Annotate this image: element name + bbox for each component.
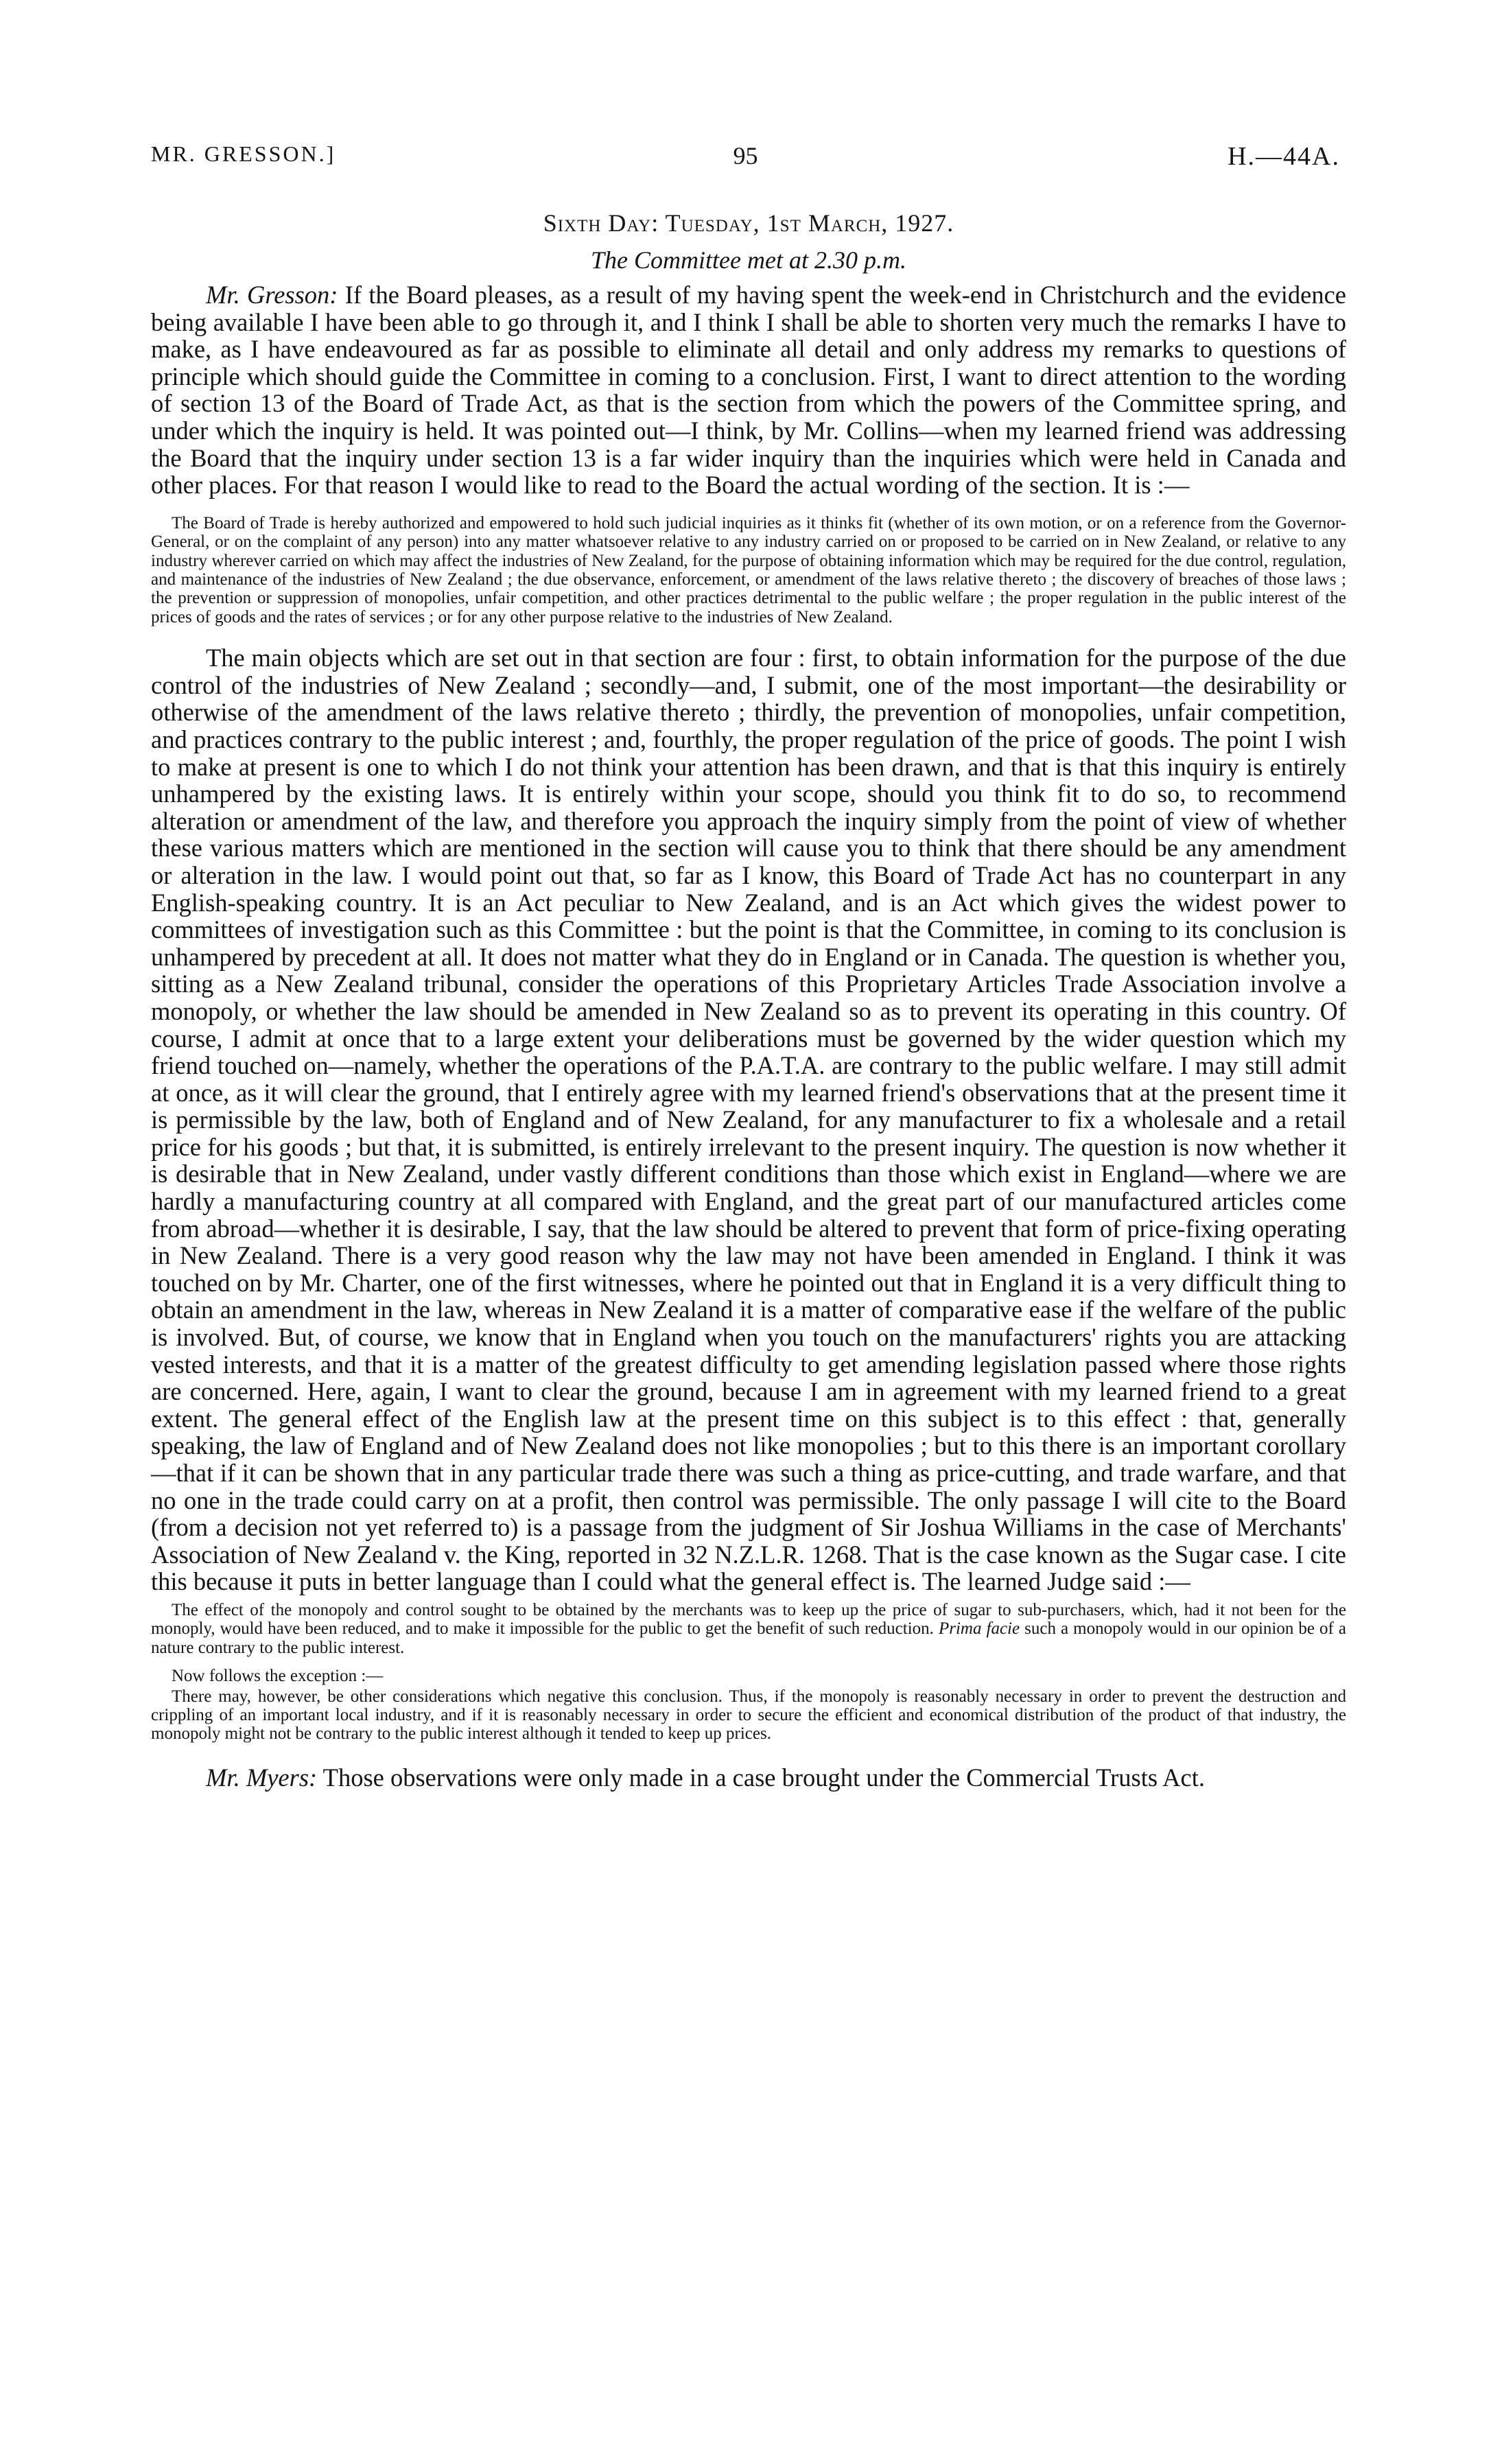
meeting-time: The Committee met at 2.30 p.m.: [591, 246, 906, 274]
quote-italic-term: Prima facie: [938, 1619, 1020, 1639]
document-reference: H.—44A.: [1228, 142, 1340, 171]
quoted-section-13: The Board of Trade is hereby authorized and empowered to hold such judicial inquiries as it thinks fit (whether of its own motion, or on a reference from the Governor-General, or on the complaint of any person) into any matter whatsoever relative to any industry carried on or proposed to be carried on in New Zealand, or relative to any industry wherever carried on which may affect the industries of New Zealand, for the purpose of obtaining information which may be required for the due control, regulation, and maintenance of the industries of New Zealand ; the due observance, enforcement, or amendment of the laws relative thereto ; the discovery of breaches of those laws ; the prevention or suppression of monopolies, unfair competition, and other practices detrimental to the public welfare ; the proper regulation in the public interest of the prices of goods and the rates of services ; or for any other purpose relative to the industries of New Zealand.: [151, 513, 1346, 626]
speaker-name: Mr. Myers:: [206, 1763, 318, 1792]
quote-text-end: such a monopoly would in our opinion be of a nature contrary to the public interest.: [151, 1619, 1347, 1657]
paragraph-myers-interjection: [151, 1764, 1346, 1792]
paragraph-text: Those observations were only made in a case brought under the Commercial Trusts Act.: [322, 1763, 1205, 1792]
paragraph-gresson-opening: [151, 281, 1346, 499]
paragraph-main-objects: The main objects which are set out in that section are four : first, to obtain information for the purpose of the due control of the industries of New Zealand ; secondly—and, I submit, one of the most important—the desirability or otherwise of the amendment of the laws relative thereto ; thirdly, the prevention of monopolies, unfair competition, and practices contrary to the public interest ; and, fourthly, the proper regulation of the price of goods. The point I wish to make at present is one to which I do not think your attention has been drawn, and that is that this inquiry is entirely unhampered by the existing laws. It is entirely within your scope, should you think fit to do so, to recommend alteration or amendment of the law, and therefore you approach the inquiry simply from the point of view of whether these various matters which are mentioned in the section will cause you to think that there should be any amendment or alteration in the law. I would point out that, so far as I know, this Board of Trade Act has no counterpart in any English-speaking country. It is an Act peculiar to New Zealand, and is an Act which gives the widest power to committees of investigation such as this Committee : but the point is that the Committee, in coming to its conclusion is unhampered by precedent at all. It does not matter what they do in England or in Canada. The question is whether you, sitting as a New Zealand tribunal, consider the operations of this Proprietary Articles Trade Association involve a monopoly, or whether the law should be amended in New Zealand so as to prevent its operating in this country. Of course, I admit at once that to a large extent your deliberations must be governed by the wider question which my friend touched on—namely, whether the operations of the P.A.T.A. are contrary to the public welfare. I may still admit at once, as it will clear the ground, that I entirely agree with my learned friend's observations that at the present time it is permissible by the law, both of England and of New Zealand, for any manufacturer to fix a wholesale and a retail price for his goods ; but that, it is submitted, is entirely irrelevant to the present inquiry. The question is now whether it is desirable that in New Zealand, under vastly different conditions than those which exist in England—where we are hardly a manufacturing country at all compared with England, and the great part of our manufactured articles come from abroad—whether it is desirable, I say, that the law should be altered to prevent that form of price-fixing operating in New Zealand. There is a very good reason why the law may not have been amended in England. I think it was touched on by Mr. Charter, one of the first witnesses, where he pointed out that in England it is a very difficult thing to obtain an amendment in the law, whereas in New Zealand it is a matter of comparative ease if the welfare of the public is involved. But, of course, we know that in England when you touch on the manufacturers' rights you are attacking vested interests, and that it is a matter of the greatest difficulty to get amending legislation passed where those rights are concerned. Here, again, I want to clear the ground, because I am in agreement with my learned friend to a great extent. The general effect of the English law at the present time on this subject is to this effect : that, generally speaking, the law of England and of New Zealand does not like monopolies ; but to this there is an important corollary—that if it can be shown that in any particular trade there was such a thing as price-cutting, and trade warfare, and that no one in the trade could carry on at a profit, then control was permissible. The only passage I will cite to the Board (from a decision not yet referred to) is a passage from the judgment of Sir Joshua Williams in the case of Merchants' Association of New Zealand v. the King, reported in 32 N.Z.L.R. 1268. That is the case known as the Sugar case. I cite this because it puts in better language than I could what the general effect is. The learned Judge said :—: [151, 644, 1346, 1596]
exception-intro: Now follows the exception :—: [172, 1667, 384, 1686]
paragraph-text: If the Board pleases, as a result of my having spent the week-end in Christchurch and the evidence being available I have been able to go through it, and I think I shall be able to shorten very much the remarks I have to make, as I have endeavoured as far as possible to eliminate all detail and only address my remarks to questions of principle which should guide the Committee in coming to a conclusion. First, I want to direct attention to the wording of section 13 of the Board of Trade Act, as that is the section from which the powers of the Committee spring, and under which the inquiry is held. It was pointed out—I think, by Mr. Collins—when my learned friend was addressing the Board that the inquiry under section 13 is a far wider inquiry than the inquiries which were held in Canada and other places. For that reason I would like to read to the Board the actual wording of the section. It is :—: [151, 281, 1346, 500]
quote-text: The effect of the monopoly and control sought to be obtained by the merchants was to keep up the price of sugar to sub-purchasers, which, had it not been for the monoply, would have been reduced, and to make it impossible for the public to get the benefit of such reduction.: [151, 1600, 1346, 1639]
speaker-header: MR. GRESSON.]: [151, 141, 336, 166]
day-title: Sixth Day: Tuesday, 1st March, 1927.: [543, 209, 954, 237]
quoted-exception: There may, however, be other considerations which negative this conclusion. Thus, if the monopoly is reasonably necessary in order to prevent the destruction and crippling of an important local industry, and if it is reasonably necessary in order to secure the efficient and economical distribution of the product of that industry, the monopoly might not be contrary to the public interest although it tended to keep up prices.: [151, 1687, 1346, 1744]
quoted-judgment: [151, 1601, 1346, 1657]
page-number: 95: [733, 142, 758, 169]
speaker-name: Mr. Gresson:: [206, 281, 338, 309]
page-body: [151, 206, 1346, 1791]
page-header: [151, 141, 1340, 176]
